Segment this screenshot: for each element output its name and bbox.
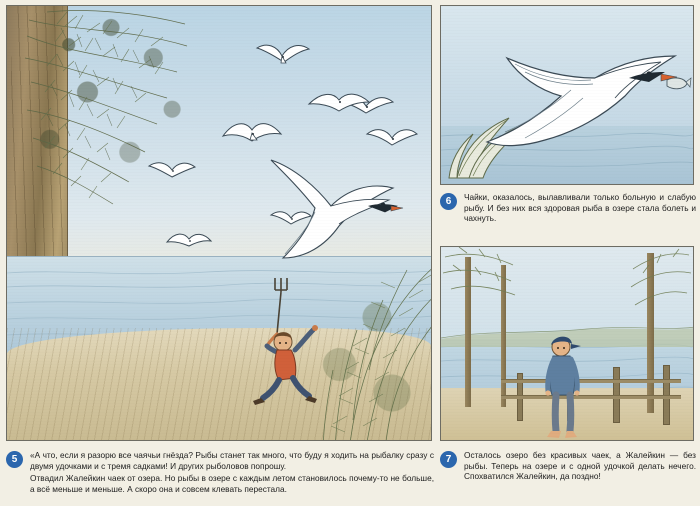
caption-6	[440, 192, 696, 224]
caption-paragraph: «А что, если я разорю все чаячьи гнёзда? Рыбы станет так много, что буду я ходить на рыбалку сразу с двумя удочками и с тремя садками! И других рыболовов попрошу.	[30, 450, 434, 471]
pine-branch-foliage	[17, 6, 252, 221]
panel-illustration-7	[440, 246, 694, 441]
fir-bush	[287, 260, 432, 441]
gull-flying	[147, 158, 197, 186]
gull-flying	[165, 228, 213, 254]
gull-large-foreground	[265, 154, 405, 264]
panel-illustration-6	[440, 5, 694, 185]
caption-text	[464, 192, 696, 224]
gull-flying	[307, 88, 371, 122]
gull-flying	[365, 124, 419, 154]
panel-number-badge: 7	[440, 451, 457, 468]
panel-number-badge: 5	[6, 451, 23, 468]
panel-illustration-5	[6, 5, 432, 441]
gull-flying	[221, 116, 283, 152]
tree-foliage	[441, 247, 561, 317]
gull-flying	[255, 40, 311, 74]
caption-7	[440, 450, 696, 482]
caption-5	[6, 450, 434, 494]
tree-foliage	[613, 247, 693, 337]
gull-with-fish	[479, 20, 689, 160]
pine-needles-svg	[17, 6, 252, 221]
caption-paragraph: Чайки, оказалось, вылавливали только больную и слабую рыбу. И без них вся здоровая рыба в озере стала болеть и чахнуть.	[464, 192, 696, 224]
caption-paragraph: Осталось озеро без красивых чаек, а Жалейкин — без рыбы. Теперь на озере и с одной удочкой делать нечего. Спохватился Жалейкин, да поздно!	[464, 450, 696, 482]
caption-text	[30, 450, 434, 494]
caption-text	[464, 450, 696, 482]
boy-character	[527, 331, 597, 441]
caption-paragraph: Отвадил Жалейкин чаек от озера. Но рыбы в озере с каждым летом становилось почему-то не больше, а всё меньше и меньше. А скоро она и совсем клевать перестала.	[30, 473, 434, 494]
panel-number-badge: 6	[440, 193, 457, 210]
fir-needles-svg	[287, 260, 432, 441]
